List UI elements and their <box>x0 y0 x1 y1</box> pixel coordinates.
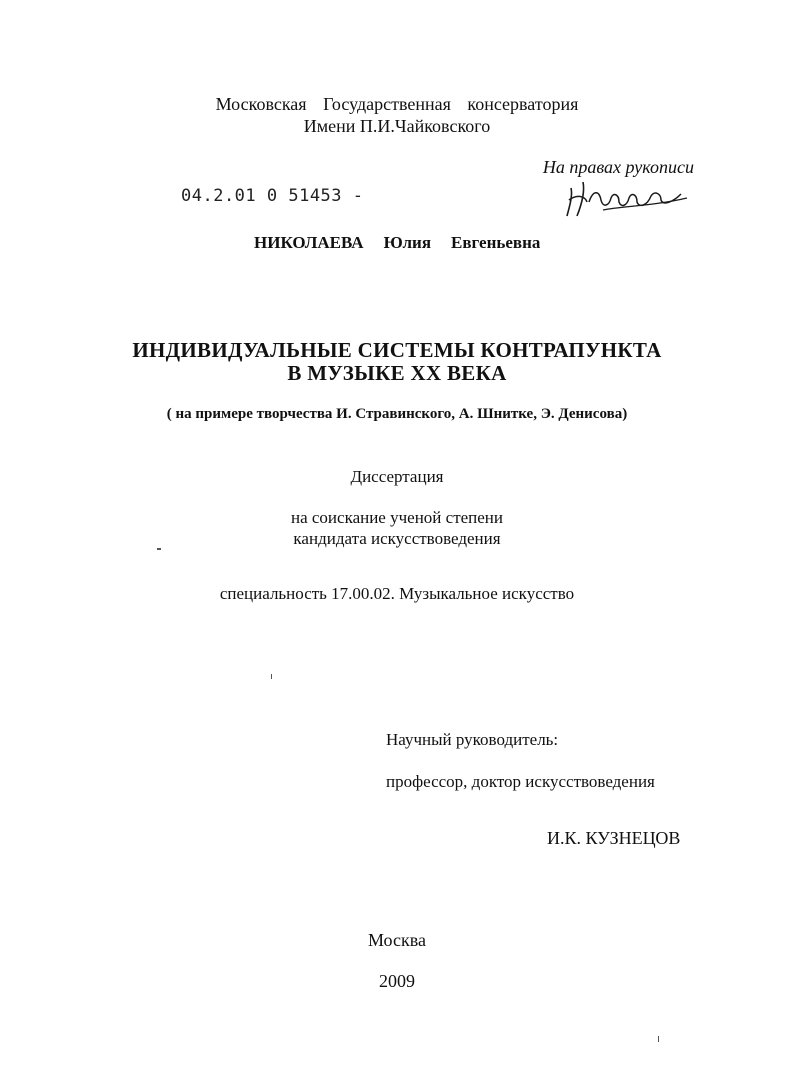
institution-line-2: Имени П.И.Чайковского <box>303 116 491 136</box>
document-type: Диссертация <box>350 467 444 486</box>
supervisor-label: Научный руководитель: <box>386 730 559 749</box>
supervisor-name: И.К. КУЗНЕЦОВ <box>547 828 681 848</box>
degree-line-2: кандидата искусствоведения <box>293 529 501 548</box>
year: 2009 <box>379 971 415 991</box>
city: Москва <box>368 930 426 950</box>
institution-line-1: Московская Государственная консерватория <box>215 94 579 114</box>
scan-speck <box>658 1036 659 1042</box>
specialty: специальность 17.00.02. Музыкальное искусство <box>219 584 575 603</box>
supervisor-title: профессор, доктор искусствоведения <box>386 772 655 791</box>
dissertation-subtitle: ( на примере творчества И. Стравинского, А. Шнитке, Э. Денисова) <box>166 406 628 422</box>
archive-number-stamp: 04.2.01 0 51453 - <box>181 186 364 206</box>
manuscript-rights-note: На правах рукописи <box>542 157 694 177</box>
scan-speck <box>157 548 161 550</box>
handwritten-signature <box>563 176 693 222</box>
author-first-name: Юлия <box>383 233 432 252</box>
author-name <box>254 233 540 253</box>
scan-speck <box>271 674 272 679</box>
dissertation-title-line-2: В МУЗЫКЕ XX ВЕКА <box>287 361 507 385</box>
author-patronymic: Евгеньевна <box>451 233 541 252</box>
author-surname: НИКОЛАЕВА <box>254 233 364 252</box>
dissertation-title-line-1: ИНДИВИДУАЛЬНЫЕ СИСТЕМЫ КОНТРАПУНКТА <box>132 338 662 362</box>
degree-line-1: на соискание ученой степени <box>290 508 504 527</box>
